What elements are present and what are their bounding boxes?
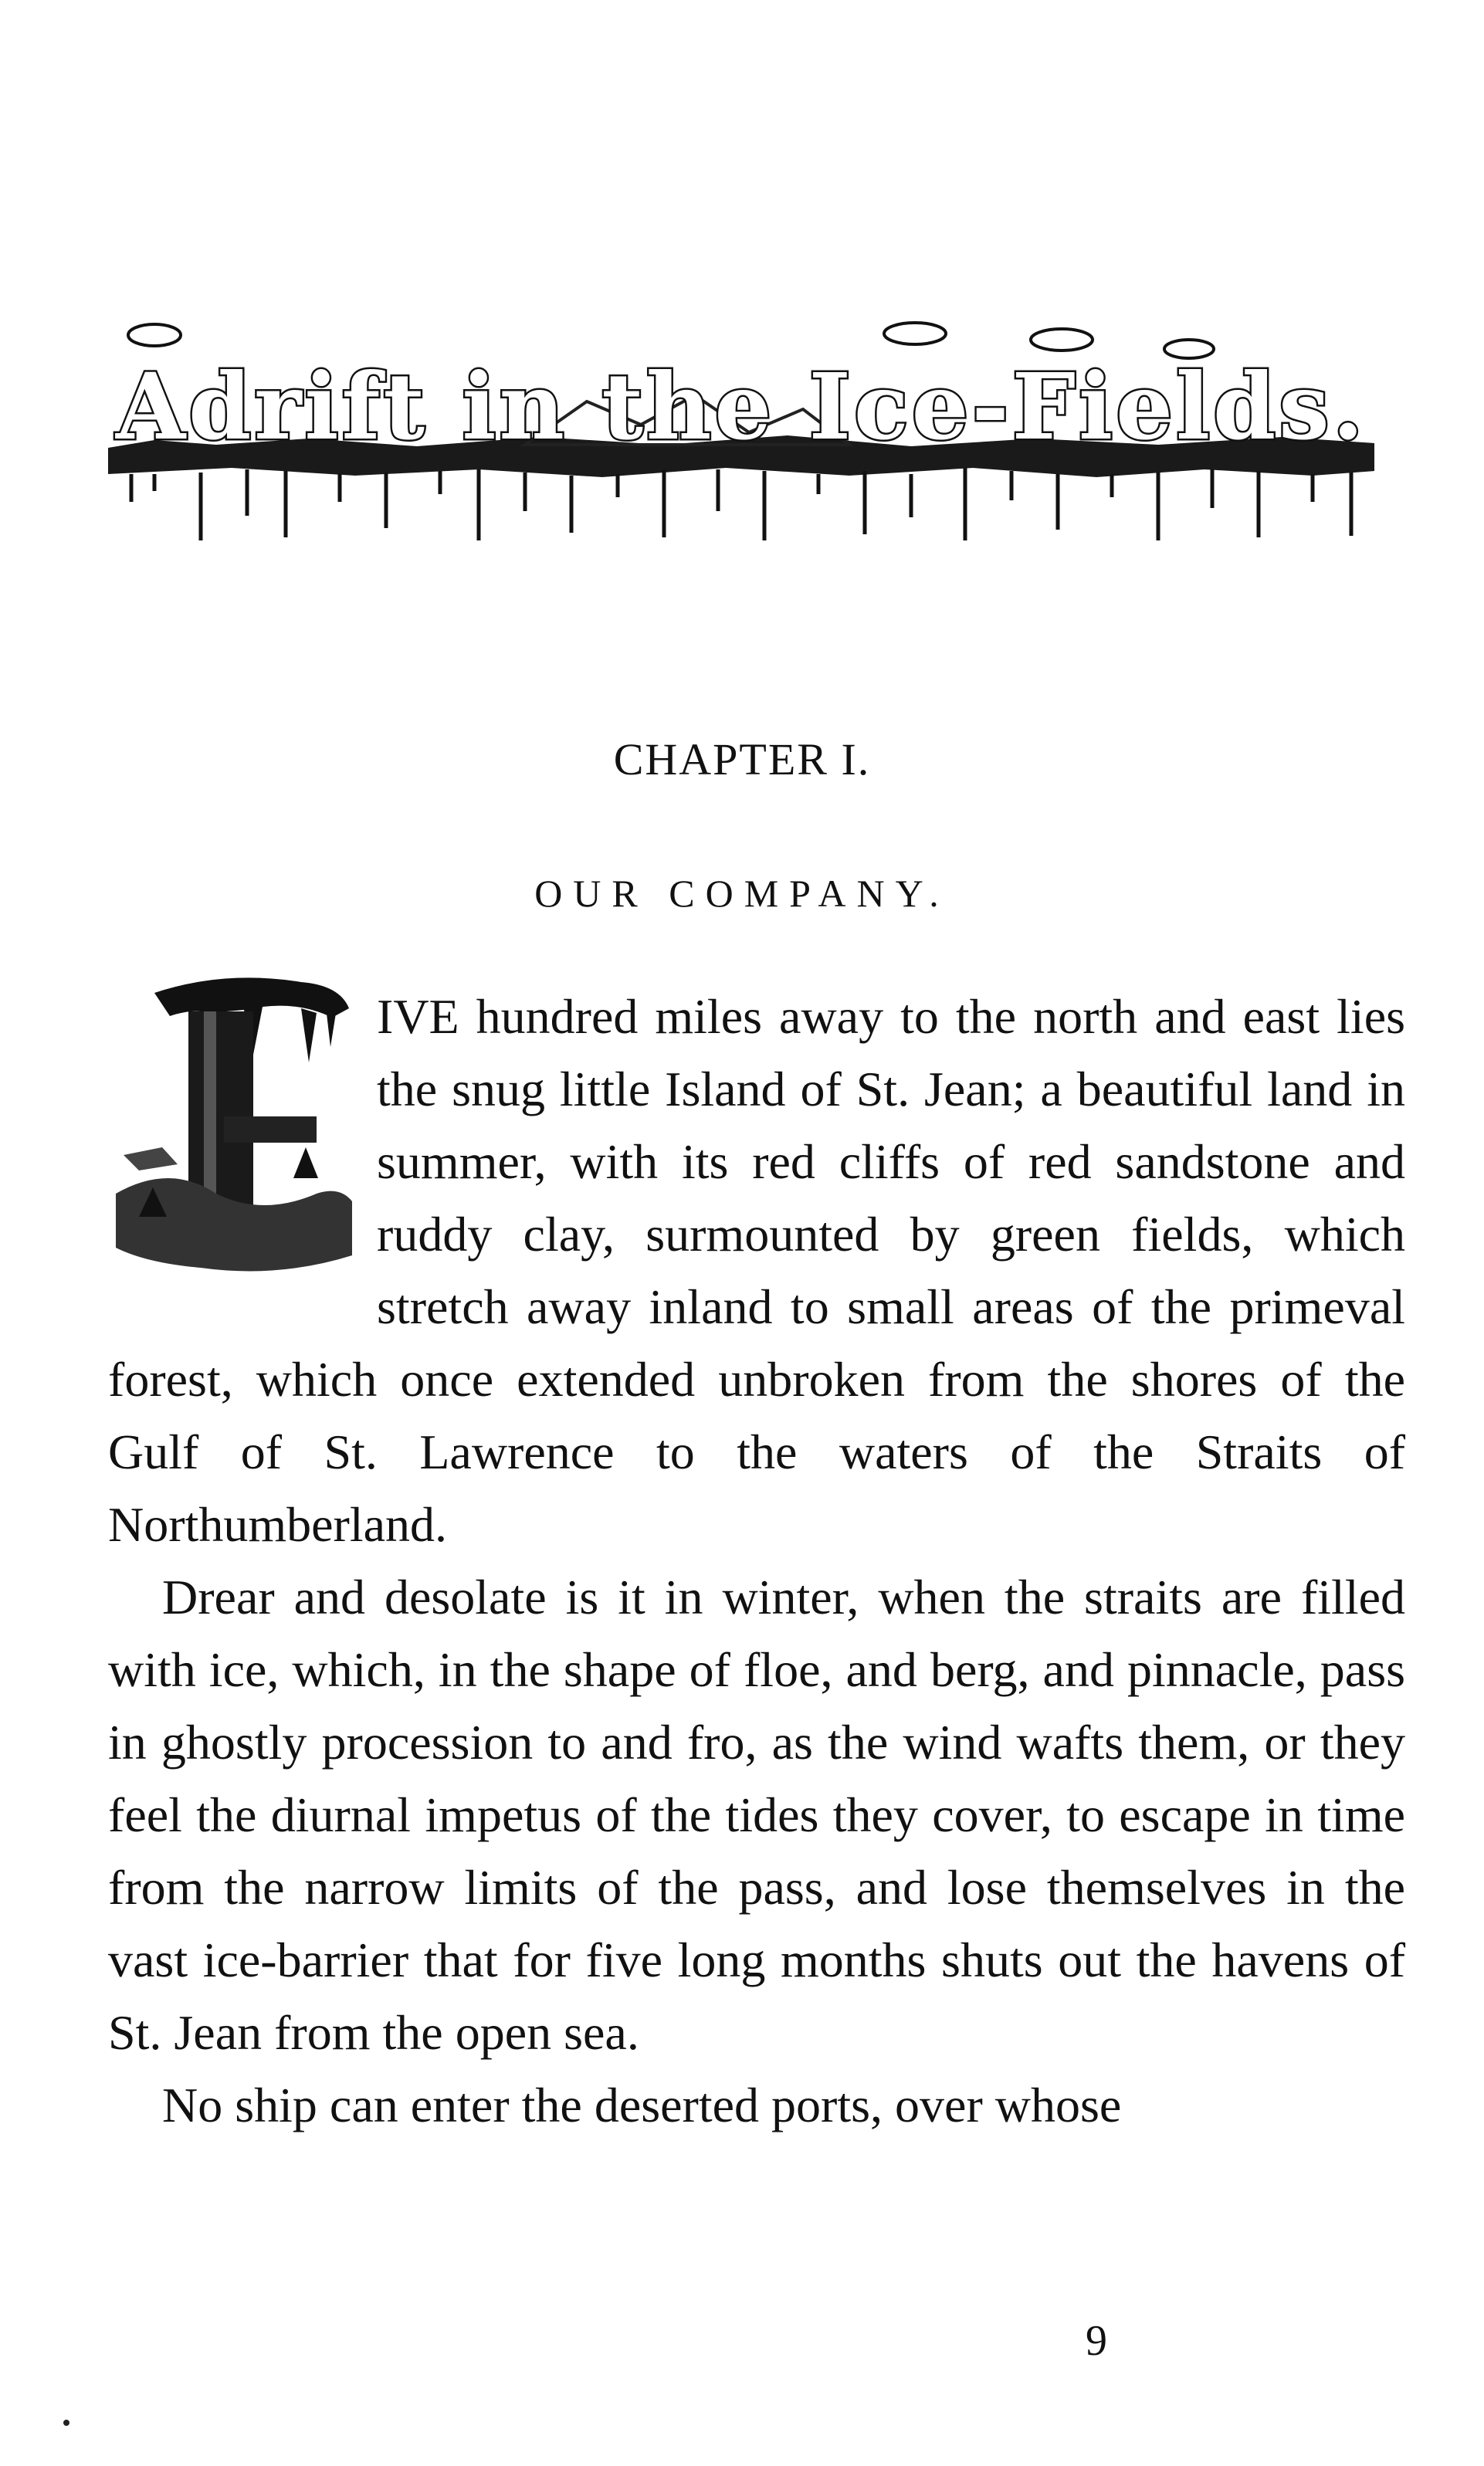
dropcap-letter: F (193, 1149, 198, 1157)
paragraph-2: Drear and desolate is it in winter, when the straits are filled with ice, which, in the shape of floe, and berg, and pinnacle, pass in ghostly procession to and fro, as the wind wafts them, or they feel the diurnal impetus of the tides they cover, to escape in time from the narrow limits of the pass, and lose themselves in the vast ice-barrier that for five long months shuts out the havens of St. Jean from the open sea. (108, 1570, 1405, 2060)
page-number: 9 (1086, 2317, 1107, 2365)
dropcap-illustration (108, 962, 355, 1302)
chapter-body (108, 981, 1405, 2142)
chapter-heading: CHAPTER I. (613, 734, 871, 784)
book-title: Adrift in the Ice-Fields. (115, 353, 1367, 460)
paragraph-1: IVE hundred miles away to the north and east lies the snug little Island of St. Jean; a beautiful land in summer, with its red cliffs of red sandstone and ruddy clay, surmounted by green fields, which stretch away inland to small areas of the primeval forest, which once extended unbroken from the shores of the Gulf of St. Lawrence to the waters of the Straits of Northumberland. (108, 989, 1405, 1552)
title-banner-illustration (108, 309, 1374, 556)
paragraph-3: No ship can enter the deserted ports, over whose (162, 2078, 1122, 2132)
printing-speck (63, 2420, 69, 2426)
chapter-subtitle: OUR COMPANY. (534, 872, 950, 915)
